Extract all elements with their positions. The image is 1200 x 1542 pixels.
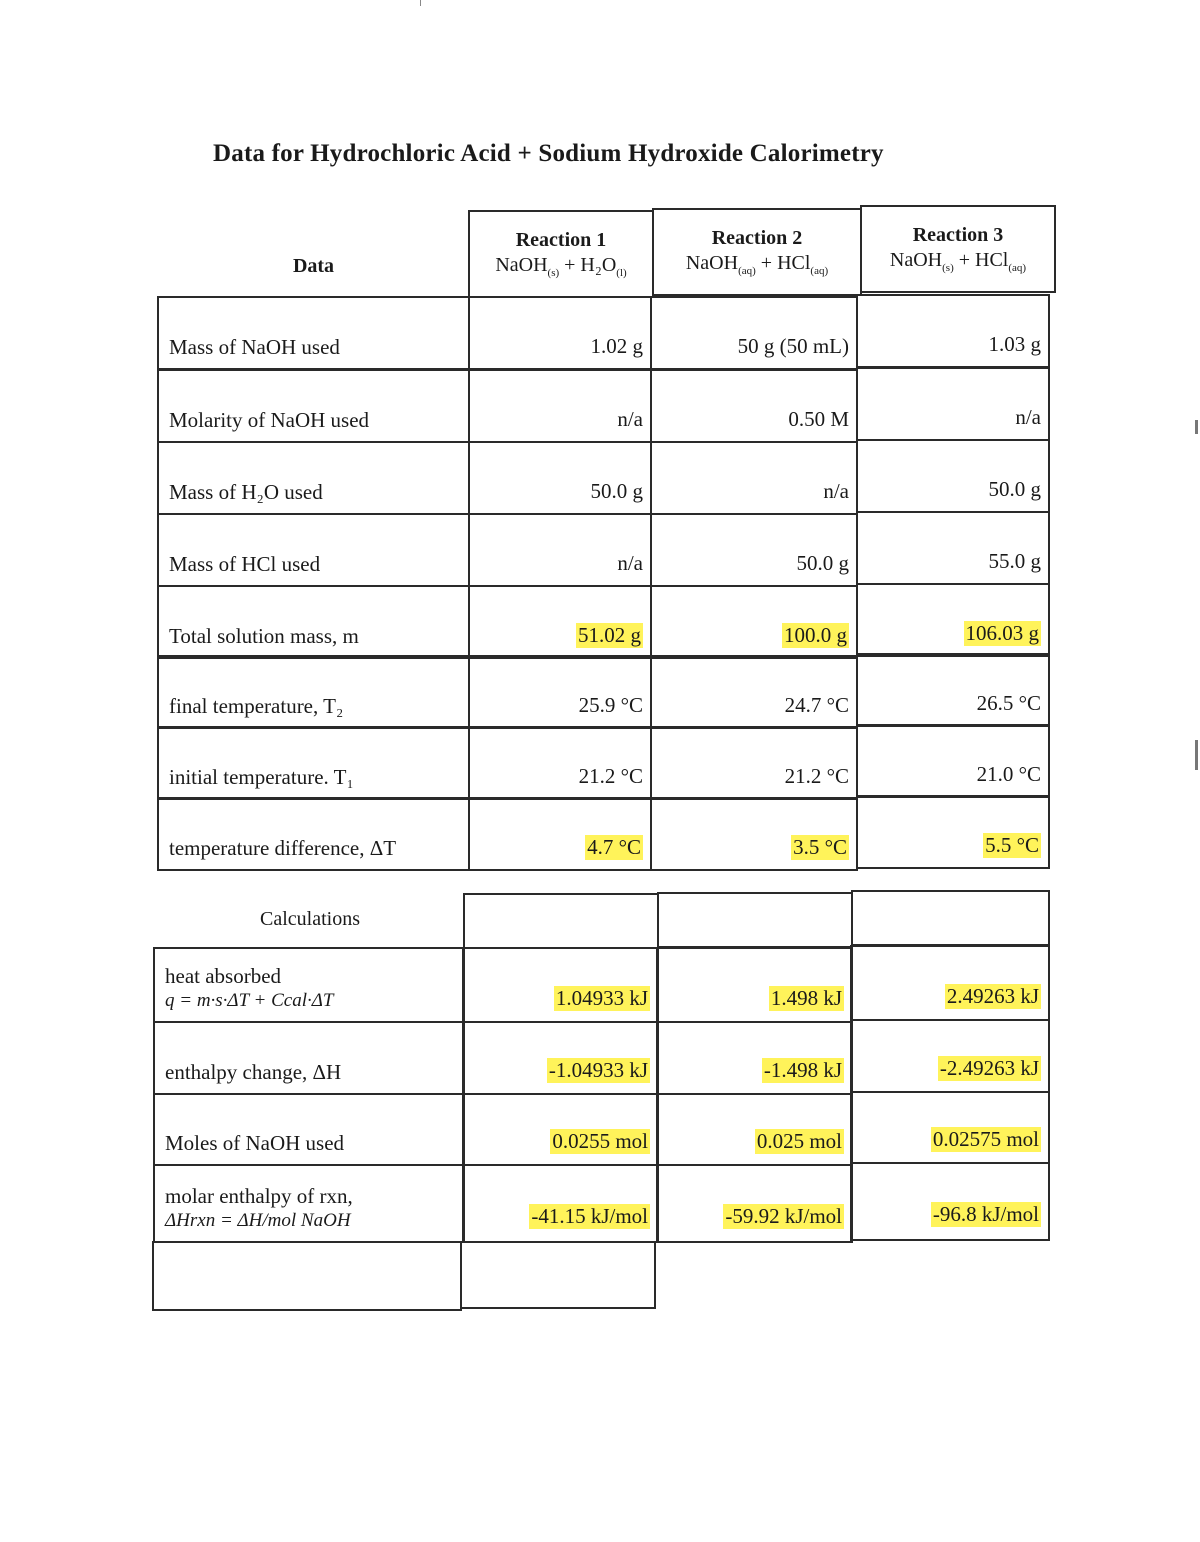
calc-value: 0.025 mol <box>756 1129 842 1153</box>
value-cell <box>650 441 858 515</box>
value-cell <box>650 296 858 370</box>
value-cell <box>856 294 1050 368</box>
value-cell <box>650 369 858 443</box>
row-label-text: initial temperature. T₁ <box>169 764 354 789</box>
calc-value: -1.04933 kJ <box>548 1058 648 1082</box>
value-cell <box>856 583 1050 657</box>
calc-label-text: enthalpy change, ΔH <box>165 1059 342 1084</box>
row-label-text: Molarity of NaOH used <box>169 407 370 432</box>
value-cell <box>650 655 858 729</box>
row-label <box>157 369 470 443</box>
calc-value: -59.92 kJ/mol <box>725 1204 842 1228</box>
value-cell <box>650 726 858 800</box>
cell-value: 25.9 °C <box>578 693 643 717</box>
cell-value: 0.50 M <box>788 407 849 431</box>
row-label <box>157 655 470 729</box>
calc-header-cell <box>851 890 1050 946</box>
calc-label-text: Moles of NaOH used <box>165 1130 345 1155</box>
calculations-header <box>155 890 465 948</box>
cell-value: 50 g (50 mL) <box>737 334 849 358</box>
row-label-text: Mass of NaOH used <box>169 334 340 359</box>
calc-value-cell <box>656 1093 853 1166</box>
value-cell <box>468 369 652 443</box>
cell-value: 5.5 °C <box>985 833 1039 857</box>
scan-mark <box>1195 740 1198 770</box>
reaction-name: Reaction 2 <box>711 226 803 249</box>
calc-value: 1.04933 kJ <box>555 986 648 1010</box>
reaction-name: Reaction 3 <box>912 223 1004 246</box>
calc-value-cell <box>850 945 1050 1021</box>
empty-cell <box>460 1241 656 1309</box>
row-label-text: Total solution mass, m <box>169 623 359 648</box>
calc-value-cell <box>462 1021 659 1095</box>
row-label-text: Mass of HCl used <box>169 551 321 576</box>
value-cell <box>468 441 652 515</box>
calculations-header-label: Calculations <box>260 907 360 930</box>
calc-value: -1.498 kJ <box>763 1058 842 1082</box>
value-cell <box>468 585 652 659</box>
cell-value: 24.7 °C <box>784 693 849 717</box>
calc-row-label <box>153 1164 465 1243</box>
row-label <box>157 441 470 515</box>
data-column-header <box>157 206 470 298</box>
calc-value-cell <box>462 1093 659 1166</box>
value-cell <box>856 653 1050 727</box>
cell-value: 1.03 g <box>988 332 1041 356</box>
cell-value: 21.2 °C <box>578 764 643 788</box>
calc-label-text: molar enthalpy of rxn, <box>165 1184 353 1208</box>
reaction-1-header <box>468 210 654 298</box>
value-cell <box>468 797 652 871</box>
calc-value-cell <box>656 947 853 1023</box>
calc-value-cell <box>850 1162 1050 1241</box>
cell-value: n/a <box>617 551 643 575</box>
value-cell <box>468 655 652 729</box>
cell-value: 100.0 g <box>784 623 847 647</box>
cell-value: 21.0 °C <box>976 762 1041 786</box>
value-cell <box>856 439 1050 513</box>
calc-row-label <box>153 1021 465 1095</box>
row-label <box>157 797 470 871</box>
calc-value-cell <box>850 1091 1050 1164</box>
reaction-equation: NaOH$_{(aq)}$ + HCl$_{(aq)}$ <box>685 251 829 277</box>
cell-value: n/a <box>1015 405 1041 429</box>
scan-mark <box>1195 420 1198 434</box>
row-label-text: final temperature, T₂ <box>169 693 344 718</box>
value-cell <box>650 513 858 587</box>
cell-value: 26.5 °C <box>976 691 1041 715</box>
cell-value: n/a <box>823 479 849 503</box>
calc-value: 0.0255 mol <box>552 1129 648 1153</box>
row-label <box>157 296 470 370</box>
calc-value: 2.49263 kJ <box>946 984 1039 1008</box>
value-cell <box>468 726 652 800</box>
calc-value: -96.8 kJ/mol <box>932 1202 1039 1226</box>
row-label <box>157 726 470 800</box>
calc-value: 0.02575 mol <box>932 1127 1039 1151</box>
scan-mark <box>420 0 421 6</box>
value-cell <box>468 296 652 370</box>
calc-row-label <box>153 947 465 1023</box>
value-cell <box>856 795 1050 869</box>
calc-value: -41.15 kJ/mol <box>531 1204 648 1228</box>
data-header-label: Data <box>292 255 335 277</box>
reaction-equation: NaOH$_{(s)}$ + HCl$_{(aq)}$ <box>889 248 1027 274</box>
row-label <box>157 513 470 587</box>
calc-value-cell <box>656 1021 853 1095</box>
calc-formula: q = m·s·ΔT + Ccal·ΔT <box>165 990 334 1012</box>
reaction-equation: NaOH$_{(s)}$ + $H_2O_{(l)}$ <box>495 253 627 279</box>
value-cell <box>856 724 1050 798</box>
calc-value-cell <box>656 1164 853 1243</box>
calc-value: 1.498 kJ <box>770 986 842 1010</box>
calc-value: -2.49263 kJ <box>939 1056 1039 1080</box>
value-cell <box>856 511 1050 585</box>
calc-value-cell <box>462 1164 659 1243</box>
value-cell <box>856 367 1050 441</box>
reaction-3-header <box>860 205 1056 293</box>
row-label-text: Mass of H₂O used <box>169 479 323 504</box>
cell-value: n/a <box>617 407 643 431</box>
calc-row-label <box>153 1093 465 1166</box>
cell-value: 50.0 g <box>796 551 849 575</box>
reaction-name: Reaction 1 <box>515 228 607 251</box>
cell-value: 4.7 °C <box>587 835 641 859</box>
reaction-2-header <box>652 208 862 296</box>
cell-value: 50.0 g <box>988 477 1041 501</box>
cell-value: 21.2 °C <box>784 764 849 788</box>
row-label-text: temperature difference, ΔT <box>169 835 397 860</box>
calc-formula: ΔHrxn = ΔH/mol NaOH <box>165 1210 351 1232</box>
calc-value-cell <box>850 1019 1050 1093</box>
cell-value: 51.02 g <box>578 623 641 647</box>
calc-value-cell <box>462 947 659 1023</box>
value-cell <box>468 513 652 587</box>
row-label <box>157 585 470 659</box>
value-cell <box>650 797 858 871</box>
empty-cell <box>152 1241 462 1311</box>
cell-value: 106.03 g <box>965 621 1039 645</box>
value-cell <box>650 585 858 659</box>
calc-label-text: heat absorbed <box>165 964 282 988</box>
cell-value: 55.0 g <box>988 549 1041 573</box>
cell-value: 50.0 g <box>590 479 643 503</box>
page-title: Data for Hydrochloric Acid + Sodium Hydroxide Calorimetry <box>213 140 884 167</box>
cell-value: 3.5 °C <box>793 835 847 859</box>
calc-header-cell <box>657 892 853 948</box>
cell-value: 1.02 g <box>590 334 643 358</box>
calc-header-cell <box>463 893 659 949</box>
